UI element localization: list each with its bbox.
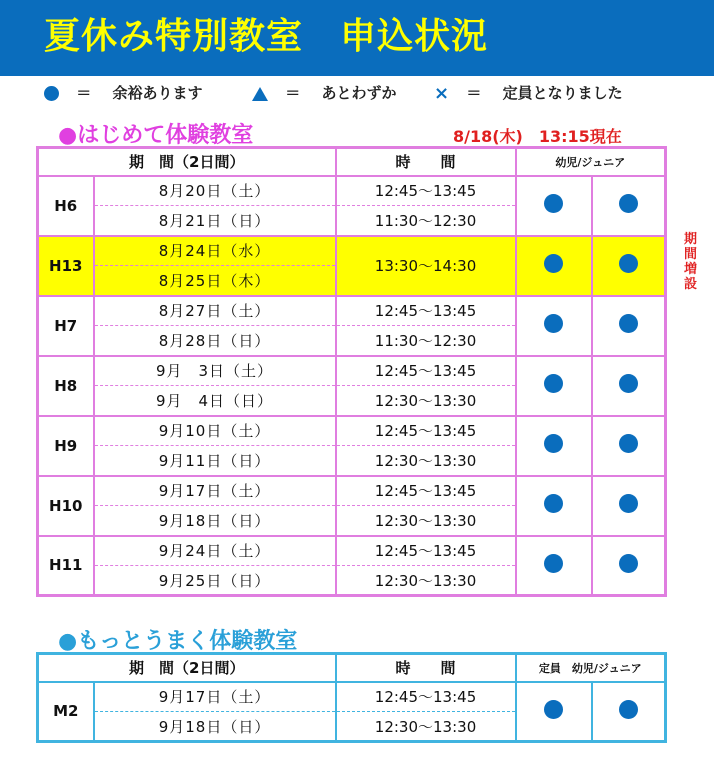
session-date: 9月11日（日）: [94, 446, 336, 476]
availability-cell: [592, 176, 666, 236]
circle-icon: [619, 314, 638, 333]
session-time: 13:30～14:30: [336, 236, 516, 296]
table-row: [38, 536, 666, 566]
availability-cell: [592, 476, 666, 536]
section-title-advanced: ●もっとうまく体験教室: [58, 629, 298, 654]
availability-cell: [516, 356, 592, 416]
circle-icon: [544, 494, 563, 513]
header-period: 期 間（2日間）: [38, 654, 336, 682]
circle-icon: [619, 374, 638, 393]
session-date: 9月18日（日）: [94, 712, 336, 742]
session-date: 9月10日（土）: [94, 416, 336, 446]
availability-cell: [592, 682, 666, 742]
session-code: H6: [38, 176, 94, 236]
table-row: [38, 416, 666, 446]
circle-icon: [544, 314, 563, 333]
session-time: 12:30～13:30: [336, 506, 516, 536]
triangle-icon: [252, 87, 268, 101]
session-time: 12:30～13:30: [336, 566, 516, 596]
session-date: 9月 3日（土）: [94, 356, 336, 386]
session-date: 9月17日（土）: [94, 476, 336, 506]
circle-icon: [619, 554, 638, 573]
session-date: 9月 4日（日）: [94, 386, 336, 416]
header-period: 期 間（2日間）: [38, 148, 336, 176]
as-of-timestamp: 8/18(木) 13:15現在: [453, 127, 622, 146]
legend-item-available: ＝ 余裕あります: [44, 82, 203, 103]
session-date: 9月25日（日）: [94, 566, 336, 596]
table-row: [38, 356, 666, 386]
circle-icon: [544, 194, 563, 213]
availability-cell: [592, 356, 666, 416]
schedule-table-advanced: [36, 652, 667, 743]
availability-cell: [516, 536, 592, 596]
session-time: 12:30～13:30: [336, 712, 516, 742]
session-code: H8: [38, 356, 94, 416]
session-time: 12:45～13:45: [336, 416, 516, 446]
header-time: 時 間: [336, 654, 516, 682]
header-level: 定員 幼児/ジュニア: [516, 654, 666, 682]
availability-cell: [516, 476, 592, 536]
cross-icon: ×: [434, 83, 450, 104]
circle-icon: [544, 434, 563, 453]
session-time: 12:30～13:30: [336, 446, 516, 476]
session-date: 8月20日（土）: [94, 176, 336, 206]
table-row: [38, 682, 666, 712]
availability-cell: [592, 416, 666, 476]
availability-cell: [592, 296, 666, 356]
session-time: 12:45～13:45: [336, 176, 516, 206]
schedule-table-beginner: [36, 146, 667, 597]
session-time: 11:30～12:30: [336, 326, 516, 356]
session-code: H11: [38, 536, 94, 596]
circle-icon: [544, 374, 563, 393]
availability-cell: [516, 236, 592, 296]
table-row: [38, 236, 666, 266]
circle-icon: [619, 494, 638, 513]
availability-cell: [516, 176, 592, 236]
session-time: 12:45～13:45: [336, 536, 516, 566]
legend-label: あとわずか: [321, 84, 397, 102]
session-time: 12:45～13:45: [336, 356, 516, 386]
legend-item-few-left: ＝ あとわずか: [252, 82, 397, 103]
circle-icon: [619, 254, 638, 273]
session-time: 12:45～13:45: [336, 296, 516, 326]
availability-cell: [592, 236, 666, 296]
circle-icon: [619, 700, 638, 719]
session-time: 12:45～13:45: [336, 682, 516, 712]
page-header: [0, 0, 714, 76]
circle-icon: [44, 86, 59, 101]
availability-cell: [592, 536, 666, 596]
section-title-beginner: ●はじめて体験教室: [58, 123, 254, 148]
session-code: H7: [38, 296, 94, 356]
availability-cell: [516, 682, 592, 742]
header-level: 幼児/ジュニア: [516, 148, 666, 176]
session-date: 9月24日（土）: [94, 536, 336, 566]
circle-icon: [544, 254, 563, 273]
availability-cell: [516, 296, 592, 356]
circle-icon: [544, 700, 563, 719]
availability-cell: [516, 416, 592, 476]
side-note-added-sessions: 期間増設: [684, 232, 698, 292]
legend-label: 余裕あります: [112, 84, 203, 102]
session-date: 9月17日（土）: [94, 682, 336, 712]
legend-item-full: × ＝ 定員となりました: [434, 83, 623, 104]
session-time: 11:30～12:30: [336, 206, 516, 236]
table-row: [38, 176, 666, 206]
header-time: 時 間: [336, 148, 516, 176]
session-date: 8月27日（土）: [94, 296, 336, 326]
session-code: H10: [38, 476, 94, 536]
session-date: 8月24日（水）: [94, 236, 336, 266]
circle-icon: [619, 194, 638, 213]
session-code: M2: [38, 682, 94, 742]
session-time: 12:30～13:30: [336, 386, 516, 416]
legend: [0, 82, 714, 102]
table-row: [38, 476, 666, 506]
circle-icon: [544, 554, 563, 573]
session-date: 8月25日（木）: [94, 266, 336, 296]
legend-label: 定員となりました: [502, 84, 623, 102]
session-code: H13: [38, 236, 94, 296]
session-time: 12:45～13:45: [336, 476, 516, 506]
table-row: [38, 296, 666, 326]
session-date: 8月21日（日）: [94, 206, 336, 236]
circle-icon: [619, 434, 638, 453]
session-date: 9月18日（日）: [94, 506, 336, 536]
session-date: 8月28日（日）: [94, 326, 336, 356]
page-title: 夏休み特別教室 申込状況: [44, 16, 489, 57]
session-code: H9: [38, 416, 94, 476]
